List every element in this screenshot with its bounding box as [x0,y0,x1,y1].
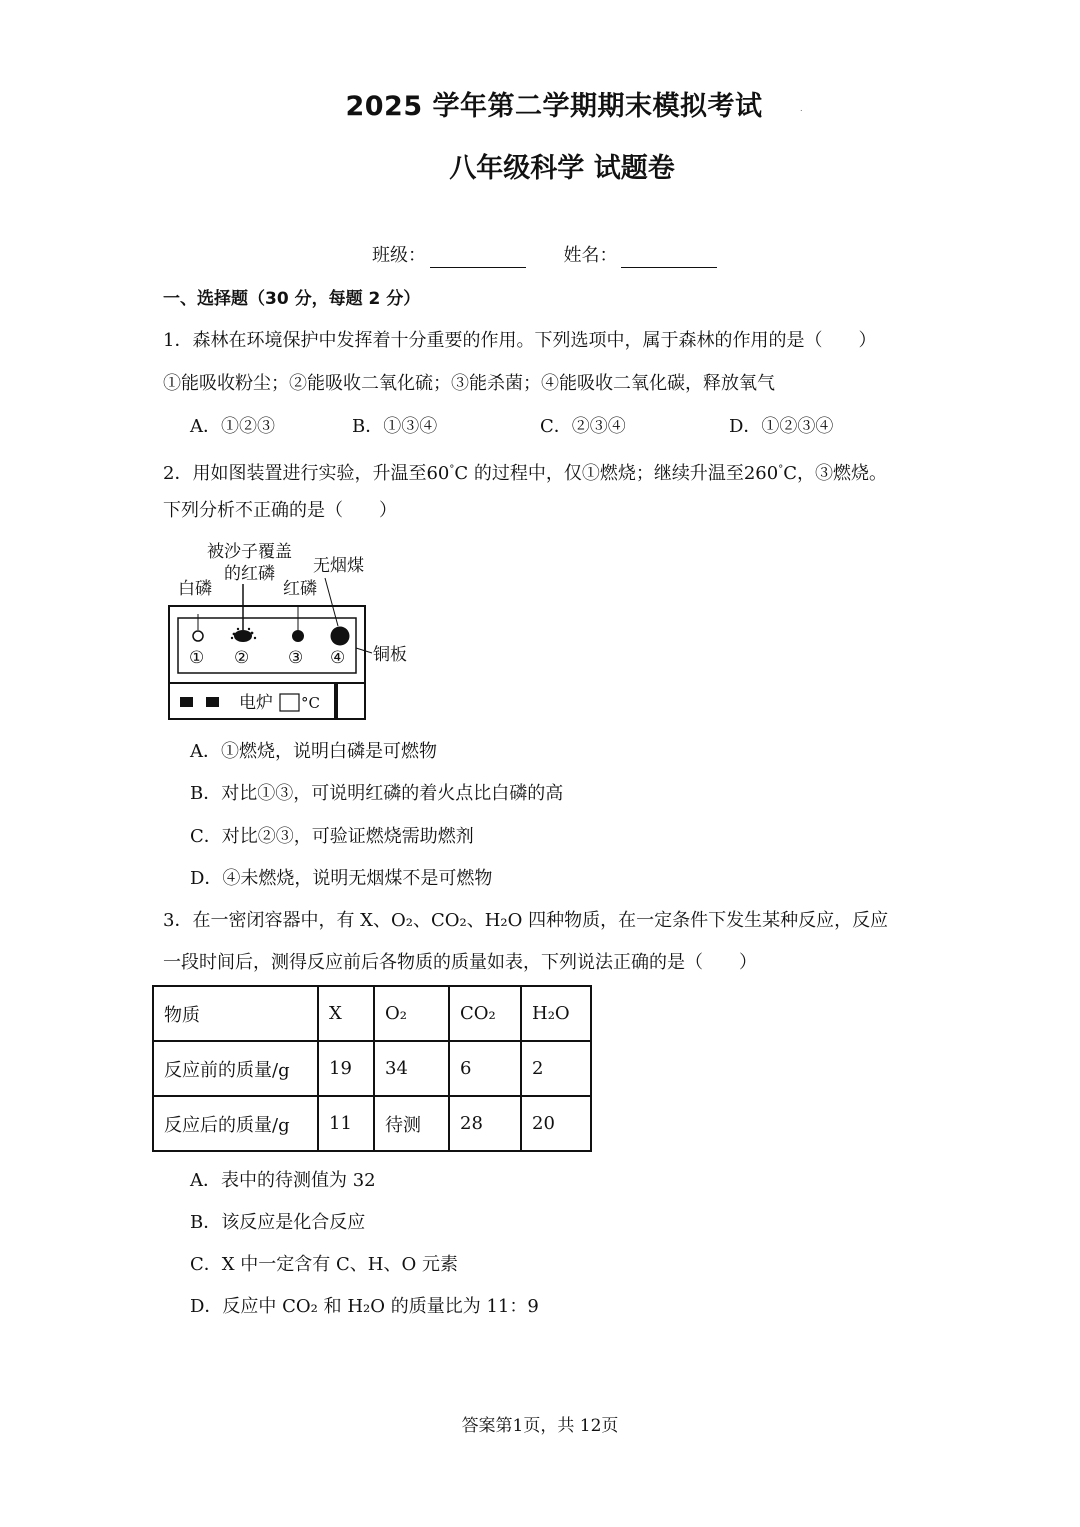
sample-number-1: ① [189,648,205,668]
mass-table [152,985,592,1152]
q2-temp1: 60 [426,463,450,484]
exam-subtitle: 八年级科学 试题卷 [449,153,675,184]
q2-option-a: A．①燃烧，说明白磷是可燃物 [190,741,437,762]
sample-number-4: ④ [330,648,346,668]
q2-option-b: B．对比①③，可说明红磷的着火点比白磷的高 [190,783,564,804]
q3-option-d: D．反应中 CO₂ 和 H₂O 的质量比为 11：9 [190,1296,539,1317]
label-temperature-unit: °C [301,694,320,712]
q2-stem-part3: C，③燃烧。 [783,463,887,484]
sample-number-2: ② [234,648,250,668]
table-cell: 待测 [374,1096,449,1151]
q2-stem-part2: C 的过程中，仅①燃烧；继续升温至 [454,463,744,484]
table-header-cell: 物质 [153,986,318,1041]
heater-knob-2 [206,697,219,707]
table-cell: 6 [449,1041,521,1096]
q3-stem-line1: 3．在一密闭容器中，有 X、O₂、CO₂、H₂O 四种物质，在一定条件下发生某种反应，反应 [163,910,889,931]
table-cell: 28 [449,1096,521,1151]
section-heading: 一、选择题（30 分，每题 2 分） [163,289,421,309]
q2-stem [163,458,887,486]
q2-degree1: ° [449,464,455,475]
temperature-display [280,694,299,711]
apparatus-svg [160,538,430,724]
q3-option-c: C．X 中一定含有 C、H、O 元素 [190,1254,458,1275]
q1-option-c: C．②③④ [540,416,626,437]
page-footer: 答案第1页，共 12页 [461,1416,619,1436]
table-cell: 2 [521,1041,591,1096]
table-header-cell: CO₂ [449,986,521,1041]
sample-number-3: ③ [288,648,304,668]
table-cell: 19 [318,1041,374,1096]
table-header-cell: O₂ [374,986,449,1041]
name-blank [621,247,717,268]
q2-option-c: C．对比②③，可验证燃烧需助燃剂 [190,826,474,847]
q2-option-d: D．④未燃烧，说明无烟煤不是可燃物 [190,868,493,889]
table-cell: 反应前的质量/g [153,1041,318,1096]
class-label: 班级： [372,245,426,266]
label-copper-plate: 铜板 [373,645,407,665]
q2-temp2: 260 [743,463,779,484]
q1-stem: 1．森林在环境保护中发挥着十分重要的作用。下列选项中，属于森林的作用的是（ ） [163,330,877,351]
q1-option-a: A．①②③ [190,416,275,437]
white-phosphorus-sample [193,631,203,641]
table-cell: 34 [374,1041,449,1096]
table-row [153,1041,591,1096]
table-header-cell: X [318,986,374,1041]
q2-stem-line2: 下列分析不正确的是（ ） [163,500,397,521]
heater-switch [334,684,338,719]
combustion-apparatus-diagram [160,538,430,724]
student-info-row [372,244,717,268]
q2-degree2: ° [778,464,784,475]
anthracite-sample [331,627,350,646]
q3-stem-line2: 一段时间后，测得反应前后各物质的质量如表，下列说法正确的是（ ） [163,952,757,973]
label-red-phosphorus: 红磷 [283,579,317,599]
name-label: 姓名： [563,245,618,266]
exam-title: 2025 学年第二学期期末模拟考试 [345,91,763,122]
table-header-cell: H₂O [521,986,591,1041]
table-header-row [153,986,591,1041]
coal-leader [325,578,338,626]
table-row [153,1096,591,1151]
label-white-phosphorus: 白磷 [178,579,212,599]
label-heater: 电炉 [239,693,273,713]
label-sand-line2: 的红磷 [224,564,275,584]
table-cell: 反应后的质量/g [153,1096,318,1151]
heater-knob-1 [180,697,193,707]
q3-option-a: A．表中的待测值为 32 [190,1170,376,1191]
q3-option-b: B．该反应是化合反应 [190,1212,366,1233]
q1-option-b: B．①③④ [352,416,438,437]
class-blank [430,247,526,268]
q2-stem-part1: 2．用如图装置进行实验，升温至 [163,463,427,484]
label-anthracite: 无烟煤 [313,556,364,576]
q1-option-d: D．①②③④ [729,416,834,437]
q1-items: ①能吸收粉尘；②能吸收二氧化硫；③能杀菌；④能吸收二氧化碳，释放氧气 [163,373,775,394]
table-cell: 11 [318,1096,374,1151]
scan-dot: . [800,104,803,113]
label-sand-line1: 被沙子覆盖 [207,542,292,562]
table-cell: 20 [521,1096,591,1151]
red-phosphorus-sample [292,630,304,642]
